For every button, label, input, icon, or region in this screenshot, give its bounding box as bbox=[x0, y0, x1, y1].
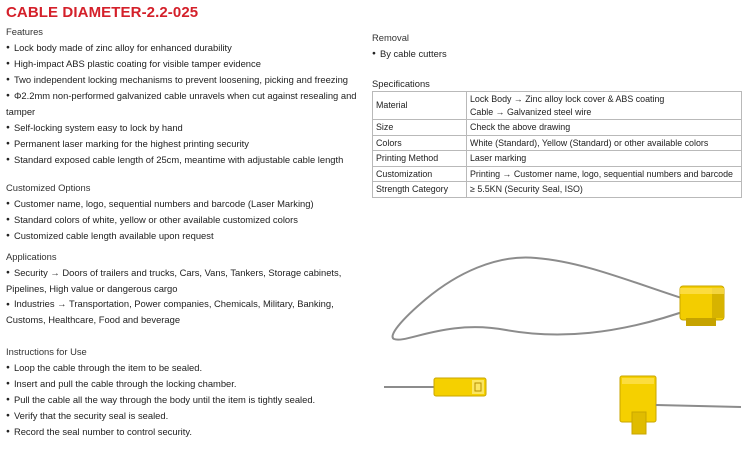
removal-item: ● By cable cutters bbox=[372, 46, 742, 62]
table-row bbox=[373, 166, 742, 182]
spec-value-line: Cable → Galvanized steel wire bbox=[470, 106, 592, 117]
feature-item: ● Standard exposed cable length of 25cm, meantime with adjustable cable length bbox=[6, 152, 364, 168]
feature-item: ● Φ2.2mm non-performed galvanized cable unravels when cut against resealing and tamper bbox=[6, 88, 364, 120]
looped-cable bbox=[393, 257, 694, 339]
application-item: ● Industries → Transportation, Power companies, Chemicals, Military, Banking, Customs, Healthcare, Food and beverage bbox=[6, 296, 364, 328]
spec-value bbox=[467, 135, 742, 151]
features-section bbox=[6, 24, 364, 168]
specifications-table bbox=[372, 91, 742, 198]
page-title: CABLE DIAMETER-2.2-025 bbox=[6, 4, 199, 21]
customized-heading: Customized Options bbox=[6, 182, 91, 193]
customized-item: ● Standard colors of white, yellow or other available customized colors bbox=[6, 212, 364, 228]
customized-item: ● Customized cable length available upon request bbox=[6, 228, 364, 244]
instruction-item: ● Record the seal number to control security. bbox=[6, 424, 364, 440]
seal-body-bottom bbox=[620, 376, 741, 434]
instructions-heading: Instructions for Use bbox=[6, 346, 87, 357]
spec-key: Material bbox=[373, 92, 467, 120]
removal-section bbox=[372, 30, 742, 62]
seal-body-top bbox=[680, 286, 724, 326]
specifications-heading: Specifications bbox=[372, 78, 430, 89]
spec-value bbox=[467, 120, 742, 136]
spec-value-line: Check the above drawing bbox=[470, 122, 571, 132]
cable-seal-product-image bbox=[376, 244, 744, 440]
feature-item: ● Self-locking system easy to lock by hand bbox=[6, 120, 364, 136]
instruction-item: ● Insert and pull the cable through the locking chamber. bbox=[6, 376, 364, 392]
spec-value-line: Printing → Customer name, logo, sequential numbers and barcode bbox=[470, 168, 733, 179]
applications-section bbox=[6, 249, 364, 328]
table-row bbox=[373, 151, 742, 167]
feature-item: ● High-impact ABS plastic coating for visible tamper evidence bbox=[6, 56, 364, 72]
spec-value-line: Lock Body → Zinc alloy lock cover & ABS coating bbox=[470, 94, 665, 104]
spec-key: Size bbox=[373, 120, 467, 136]
spec-key: Colors bbox=[373, 135, 467, 151]
spec-key: Printing Method bbox=[373, 151, 467, 167]
spec-value bbox=[467, 166, 742, 182]
application-item: ● Security → Doors of trailers and trucks, Cars, Vans, Tankers, Storage cabinets, Pipelines, High value or dangerous cargo bbox=[6, 265, 364, 297]
instructions-section bbox=[6, 344, 364, 440]
spec-value bbox=[467, 182, 742, 198]
spec-value bbox=[467, 92, 742, 120]
table-row bbox=[373, 135, 742, 151]
feature-item: ● Two independent locking mechanisms to prevent loosening, picking and freezing bbox=[6, 72, 364, 88]
spec-value-line: ≥ 5.5KN (Security Seal, ISO) bbox=[470, 184, 583, 194]
instruction-item: ● Verify that the security seal is sealed. bbox=[6, 408, 364, 424]
table-row bbox=[373, 120, 742, 136]
spec-key: Strength Category bbox=[373, 182, 467, 198]
seal-straight bbox=[384, 378, 486, 396]
instruction-item: ● Pull the cable all the way through the body until the item is tightly sealed. bbox=[6, 392, 364, 408]
table-row bbox=[373, 92, 742, 120]
feature-item: ● Permanent laser marking for the highest printing security bbox=[6, 136, 364, 152]
customized-item: ● Customer name, logo, sequential numbers and barcode (Laser Marking) bbox=[6, 196, 364, 212]
spec-key: Customization bbox=[373, 166, 467, 182]
instruction-item: ● Loop the cable through the item to be sealed. bbox=[6, 360, 364, 376]
applications-heading: Applications bbox=[6, 251, 57, 262]
spec-value-line: Laser marking bbox=[470, 153, 527, 163]
table-row bbox=[373, 182, 742, 198]
spec-value bbox=[467, 151, 742, 167]
spec-value-line: White (Standard), Yellow (Standard) or other available colors bbox=[470, 137, 709, 148]
customized-options-section bbox=[6, 180, 364, 244]
feature-item: ● Lock body made of zinc alloy for enhanced durability bbox=[6, 40, 364, 56]
features-heading: Features bbox=[6, 26, 43, 37]
removal-heading: Removal bbox=[372, 32, 409, 43]
